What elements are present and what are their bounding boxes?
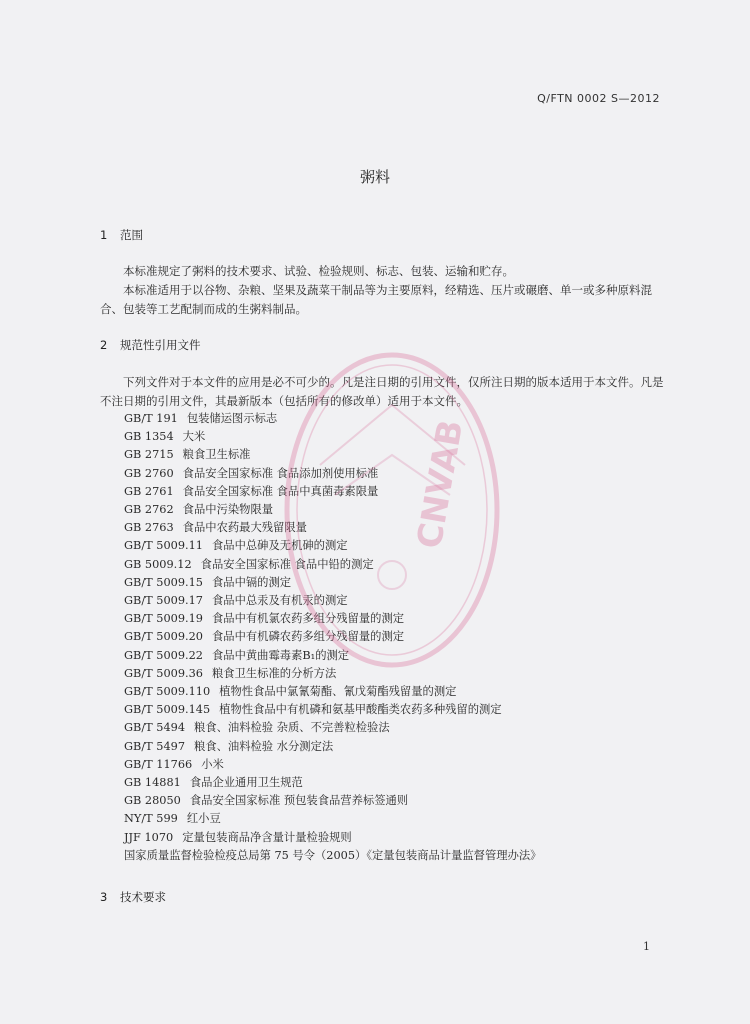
reference-title: 国家质量监督检验检疫总局第 75 号令（2005）《定量包装商品计量监督管理办法》 (124, 848, 542, 862)
reference-item (124, 592, 541, 610)
reference-item (124, 738, 541, 756)
reference-title: 食品中镉的测定 (211, 575, 292, 589)
reference-item (124, 610, 541, 628)
section-1-title: 范围 (120, 228, 143, 242)
reference-title: 食品中有机磷农药多组分残留量的测定 (211, 630, 405, 644)
reference-code: GB/T 191 (124, 412, 178, 425)
section-3-heading (100, 889, 166, 905)
reference-title: 食品中农药最大残留限量 (182, 521, 307, 535)
reference-code: GB 2762 (124, 503, 174, 517)
reference-title: 粮食、油料检验 水分测定法 (194, 739, 334, 753)
reference-item (124, 792, 541, 810)
reference-item (124, 829, 541, 847)
section-1-heading (100, 227, 143, 243)
reference-title: 食品安全国家标准 预包装食品营养标签通则 (189, 794, 409, 808)
reference-item (124, 774, 541, 792)
reference-title: 粮食卫生标准的分析方法 (211, 666, 337, 680)
reference-item (124, 446, 541, 464)
section-2-heading (100, 337, 201, 353)
section-2-number: 2 (100, 338, 108, 352)
reference-list (124, 410, 541, 865)
reference-code: GB/T 5009.19 (124, 612, 203, 626)
reference-title: 食品安全国家标准 食品添加剂使用标准 (182, 466, 379, 480)
reference-code: GB/T 5009.17 (124, 594, 203, 608)
section-3-title: 技术要求 (120, 890, 166, 904)
scope-paragraph-2: 本标准适用于以谷物、杂粮、坚果及蔬菜干制品等为主要原料，经精选、压片或碾磨、单一或多种原料混合、包装等工艺配制而成的生粥料制品。 (100, 283, 652, 316)
reference-code: GB/T 5497 (124, 739, 186, 753)
reference-code: GB/T 5009.15 (124, 575, 203, 589)
reference-item (124, 428, 541, 446)
reference-code: GB 2715 (124, 448, 174, 462)
reference-title: 植物性食品中氯氰菊酯、氰戊菊酯残留量的测定 (219, 685, 457, 699)
standard-code: Q/FTN 0002 S—2012 (537, 92, 660, 105)
reference-code: GB 2761 (124, 484, 174, 498)
reference-code: GB/T 5009.110 (124, 685, 211, 699)
reference-code: GB/T 5009.145 (124, 703, 211, 717)
scope-paragraph-1: 本标准规定了粥料的技术要求、试验、检验规则、标志、包装、运输和贮存。 (123, 264, 514, 278)
reference-title: 食品企业通用卫生规范 (189, 776, 303, 790)
reference-title: 粮食、油料检验 杂质、不完善粒检验法 (194, 721, 390, 735)
reference-title: 粮食卫生标准 (182, 448, 251, 462)
reference-title: 小米 (201, 757, 224, 771)
reference-code: GB 2763 (124, 521, 174, 535)
reference-title: 食品安全国家标准 食品中真菌毒素限量 (182, 484, 379, 498)
reference-item (124, 665, 541, 683)
section-1-number: 1 (100, 228, 108, 242)
reference-code: JJF 1070 (124, 830, 174, 844)
reference-title: 包装储运图示标志 (186, 412, 278, 425)
reference-item (124, 410, 541, 428)
reference-code: GB/T 5009.36 (124, 666, 203, 680)
reference-code: GB 2760 (124, 466, 174, 480)
reference-title: 食品中污染物限量 (182, 503, 274, 517)
reference-code: GB 14881 (124, 776, 181, 790)
reference-item (124, 483, 541, 501)
reference-code: NY/T 599 (124, 812, 178, 826)
reference-code: GB/T 11766 (124, 757, 193, 771)
reference-item (124, 556, 541, 574)
reference-code: GB 1354 (124, 430, 174, 444)
reference-item (124, 701, 541, 719)
reference-code: GB/T 5009.20 (124, 630, 203, 644)
document-title: 粥料 (359, 168, 390, 186)
reference-item (124, 501, 541, 519)
reference-code: GB 28050 (124, 794, 181, 808)
reference-title: 定量包装商品净含量计量检验规则 (182, 830, 352, 844)
reference-title: 食品安全国家标准 食品中铅的测定 (200, 557, 374, 571)
reference-title: 红小豆 (186, 812, 221, 826)
reference-code: GB/T 5009.22 (124, 648, 203, 662)
reference-item (124, 519, 541, 537)
reference-item (124, 810, 541, 828)
reference-item (124, 847, 541, 865)
reference-title: 食品中总砷及无机砷的测定 (211, 539, 348, 553)
reference-title: 植物性食品中有机磷和氨基甲酸酯类农药多种残留的测定 (219, 703, 502, 717)
reference-item (124, 537, 541, 555)
normative-intro: 下列文件对于本文件的应用是必不可少的。凡是注日期的引用文件，仅所注日期的版本适用于本文件。凡是不注日期的引用文件，其最新版本（包括所有的修改单）适用于本文件。 (100, 375, 664, 408)
page-number: 1 (643, 940, 650, 953)
reference-item (124, 647, 541, 665)
reference-title: 大米 (182, 430, 206, 444)
reference-code: GB 5009.12 (124, 557, 192, 571)
reference-item (124, 756, 541, 774)
reference-item (124, 628, 541, 646)
reference-item (124, 465, 541, 483)
section-2-title: 规范性引用文件 (120, 338, 201, 352)
reference-item (124, 574, 541, 592)
section-3-number: 3 (100, 890, 108, 904)
reference-item (124, 683, 541, 701)
reference-title: 食品中总汞及有机汞的测定 (211, 594, 348, 608)
reference-item (124, 719, 541, 737)
svg-text:CNVAB: CNVAB (409, 416, 472, 552)
reference-title: 食品中黄曲霉毒素B₁的测定 (211, 648, 350, 662)
reference-title: 食品中有机氯农药多组分残留量的测定 (211, 612, 405, 626)
reference-code: GB/T 5494 (124, 721, 186, 735)
reference-code: GB/T 5009.11 (124, 539, 203, 553)
